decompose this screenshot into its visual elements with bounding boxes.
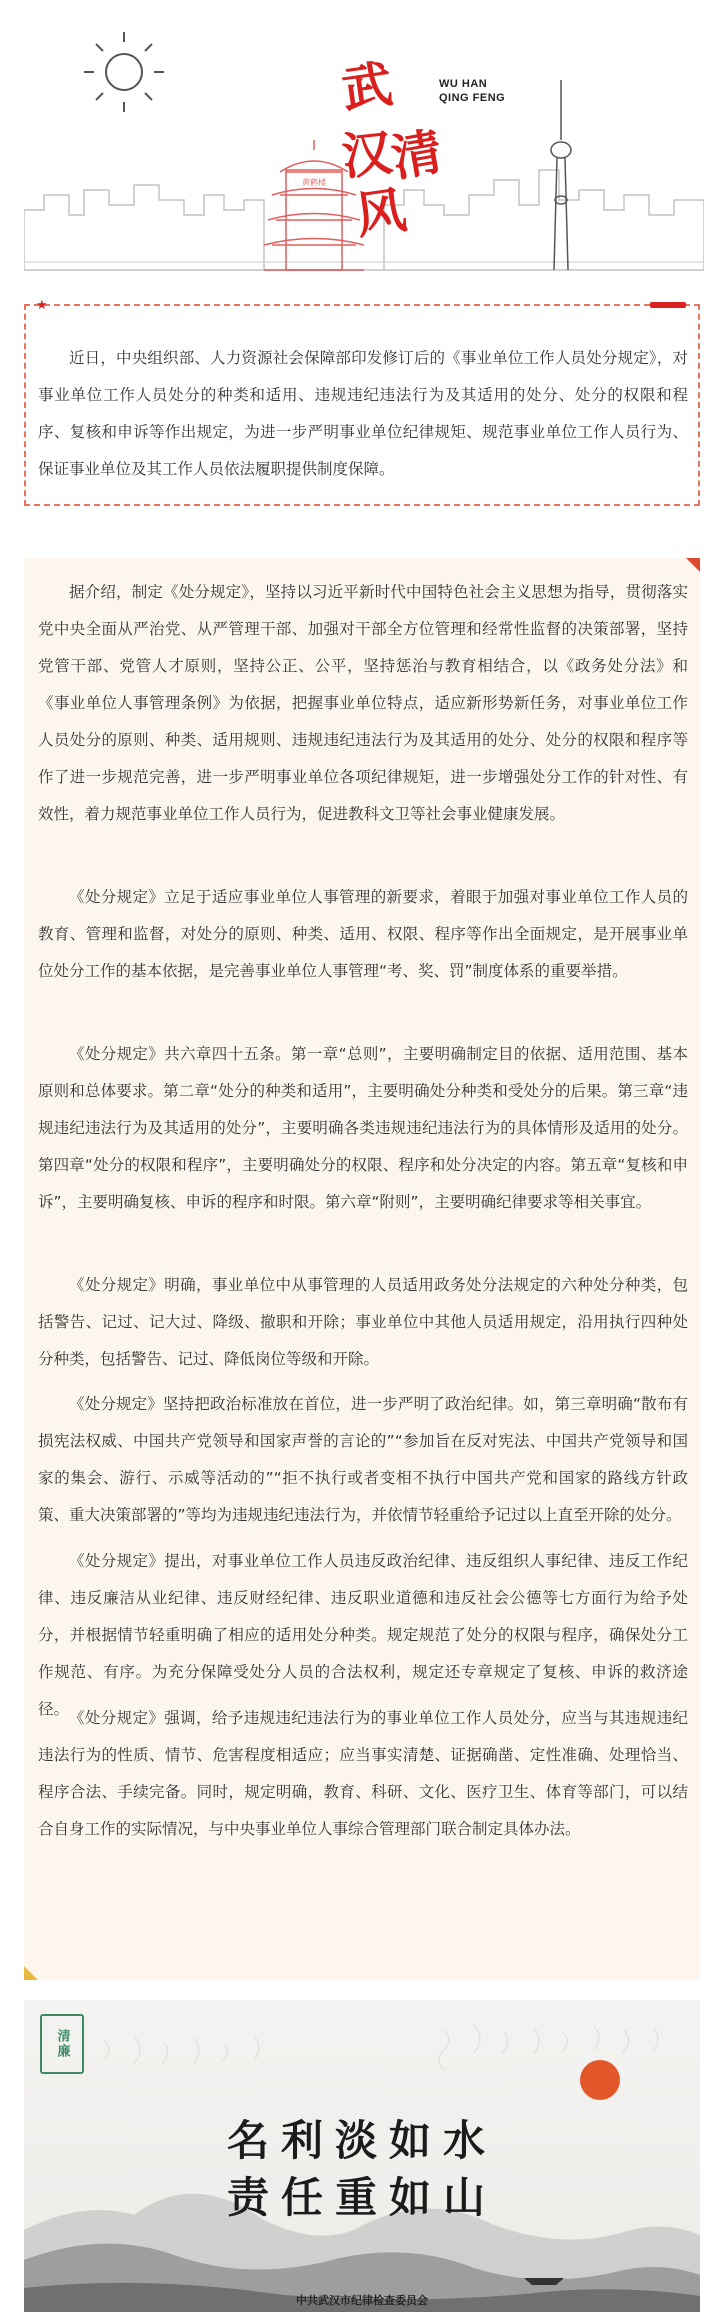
calligraphy-feng: 风 xyxy=(352,179,410,246)
slogan-line-2: 责任重如山 xyxy=(226,2173,497,2222)
star-icon: ★ xyxy=(36,298,48,313)
integrity-poster xyxy=(24,2000,700,2312)
article-paragraph: 《处分规定》坚持把政治标准放在首位，进一步严明了政治纪律。如，第三章明确“散布有损宪法权威、中国共产党领导和国家声誉的言论的”“参加旨在反对宪法、中国共产党领导和国家的集会、游行、示威等活动的”“拒不执行或者变相不执行中国共产党和国家的路线方针政策、重大决策部署的”等均为违规违纪违法行为，并依情节轻重给予记过以上直至开除的处分。 xyxy=(38,1395,688,1524)
article-paragraph: 《处分规定》共六章四十五条。第一章“总则”，主要明确制定目的依据、适用范围、基本原则和总体要求。第二章“处分的种类和适用”，主要明确处分种类和受处分的后果。第三章“违规违纪违法行为及其适用的处分”，主要明确各类违规违纪违法行为的具体情形及适用的处分。第四章“处分的权限和程序”，主要明确处分的权限、程序和处分决定的内容。第五章“复核和申诉”，主要明确复核、申诉的程序和时限。第六章“附则”，主要明确纪律要求等相关事宜。 xyxy=(38,1045,688,1211)
integrity-seal: 清廉 xyxy=(40,2014,84,2074)
header-banner xyxy=(24,0,704,285)
calligraphy-han: 汉 xyxy=(339,122,395,187)
corner-decoration-top-right xyxy=(686,558,700,572)
tv-tower-icon xyxy=(551,80,571,270)
corner-decoration-bottom-left xyxy=(24,1966,38,1980)
calligraphy-qing: 清 xyxy=(387,121,447,188)
pinyin-qingfeng: QING FENG xyxy=(439,92,506,104)
article-paragraph: 《处分规定》立足于适应事业单位人事管理的新要求，着眼于加强对事业单位工作人员的教育、管理和监督，对处分的原则、种类、适用、权限、程序等作出全面规定，是开展事业单位处分工作的基本依据，是完善事业单位人事管理“考、奖、罚”制度体系的重要举措。 xyxy=(38,888,688,980)
article-paragraph: 《处分规定》强调，给予违规违纪违法行为的事业单位工作人员处分，应当与其违规违纪违法行为的性质、情节、危害程度相适应；应当事实清楚、证据确凿、定性准确、处理恰当、程序合法、手续完备。同时，规定明确，教育、科研、文化、医疗卫生、体育等部门，可以结合自身工作的实际情况，与中央事业单位人事综合管理部门联合制定具体办法。 xyxy=(38,1709,688,1838)
intro-text: 近日，中央组织部、人力资源社会保障部印发修订后的《事业单位工作人员处分规定》，对事业单位工作人员处分的种类和适用、违规违纪违法行为及其适用的处分、处分的权限和程序、复核和申诉等作出规定，为进一步严明事业单位纪律规矩、规范事业单位工作人员行为、保证事业单位及其工作人员依法履职提供制度保障。 xyxy=(38,349,688,478)
article-body xyxy=(24,558,700,1980)
red-sun-icon xyxy=(580,2060,620,2100)
sun-icon xyxy=(84,32,164,112)
organization-name: 中共武汉市纪律检查委员会 xyxy=(296,2294,428,2307)
decorative-bar xyxy=(650,302,686,308)
article-paragraph: 《处分规定》明确，事业单位中从事管理的人员适用政务处分法规定的六种处分种类，包括警告、记过、记大过、降级、撤职和开除；事业单位中其他人员适用规定，沿用执行四种处分种类，包括警告、记过、降低岗位等级和开除。 xyxy=(38,1276,688,1368)
article-paragraph: 据介绍，制定《处分规定》，坚持以习近平新时代中国特色社会主义思想为指导，贯彻落实党中央全面从严治党、从严管理干部、加强对干部全方位管理和经常性监督的决策部署，坚持党管干部、党管人才原则，坚持公正、公平，坚持惩治与教育相结合，以《政务处分法》和《事业单位人事管理条例》为依据，把握事业单位特点，适应新形势新任务，对事业单位工作人员处分的原则、种类、适用规则、违规违纪违法行为及其适用的处分、处分的权限和程序等作了进一步规范完善，进一步严明事业单位各项纪律规矩，进一步增强处分工作的针对性、有效性，着力规范事业单位工作人员行为，促进教科文卫等社会事业健康发展。 xyxy=(38,583,688,823)
calligraphy-wu: 武 xyxy=(338,53,396,120)
slogan-line-1: 名利淡如水 xyxy=(226,2116,497,2165)
tower-sign: 黄鹤楼 xyxy=(302,178,326,187)
intro-box xyxy=(24,298,700,506)
pinyin-wuhan: WU HAN xyxy=(439,78,488,90)
article-paragraph: 《处分规定》提出，对事业单位工作人员违反政治纪律、违反组织人事纪律、违反工作纪律、违反廉洁从业纪律、违反财经纪律、违反职业道德和违反社会公德等七方面行为给予处分，并根据情节轻重明确了相应的适用处分种类。规定规范了处分的权限与程序，确保处分工作规范、有序。为充分保障受处分人员的合法权利，规定还专章规定了复核、申诉的救济途径。 xyxy=(38,1552,688,1718)
